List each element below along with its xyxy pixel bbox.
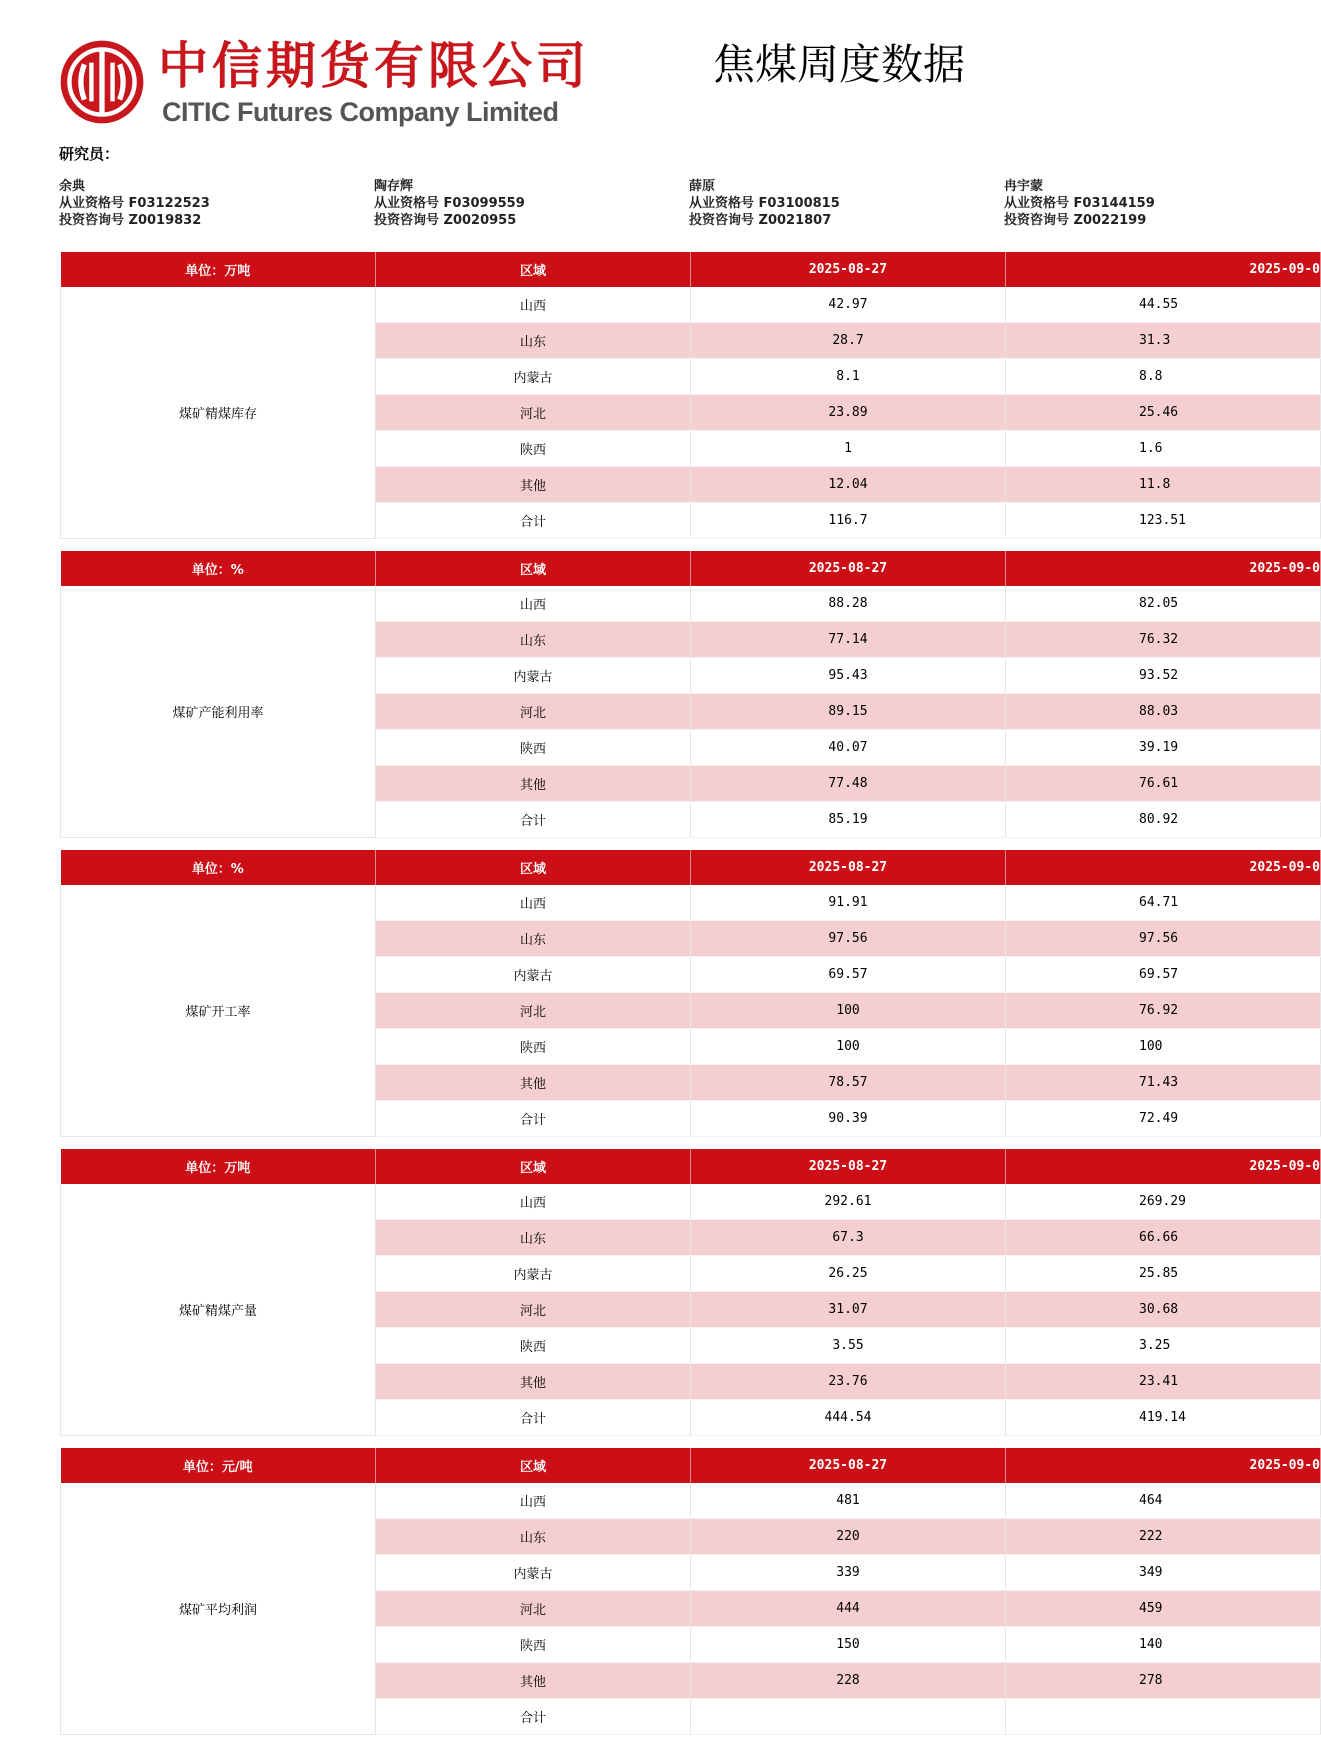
date-header: 2025-09-0 — [1006, 252, 1321, 287]
value-cell: 100 — [691, 1029, 1006, 1065]
value-cell: 31.07 — [691, 1292, 1006, 1328]
date-header: 2025-08-27 — [691, 1448, 1006, 1483]
value-cell: 1 — [691, 431, 1006, 467]
unit-header: 单位：元/吨 — [61, 1448, 376, 1483]
table-header-row — [61, 252, 1321, 287]
value-cell: 42.97 — [691, 287, 1006, 323]
value-cell: 71.43 — [1006, 1065, 1321, 1101]
category-cell: 煤矿精煤产量 — [61, 1184, 376, 1436]
value-cell: 40.07 — [691, 730, 1006, 766]
value-cell: 150 — [691, 1627, 1006, 1663]
value-cell: 76.32 — [1006, 622, 1321, 658]
researcher-name: 薛原 — [689, 179, 716, 194]
value-cell: 88.28 — [691, 586, 1006, 622]
value-cell: 23.89 — [691, 395, 1006, 431]
region-cell: 山西 — [376, 287, 691, 323]
researcher-1 — [59, 178, 210, 229]
value-cell: 292.61 — [691, 1184, 1006, 1220]
region-cell: 山东 — [376, 323, 691, 359]
value-cell: 8.1 — [691, 359, 1006, 395]
region-cell: 内蒙古 — [376, 658, 691, 694]
value-cell: 11.8 — [1006, 467, 1321, 503]
researcher-list — [59, 178, 1188, 238]
table-row — [61, 1483, 1321, 1519]
value-cell: 220 — [691, 1519, 1006, 1555]
company-name-cn: 中信期货有限公司 — [158, 36, 590, 95]
region-cell: 河北 — [376, 395, 691, 431]
region-cell: 山西 — [376, 1184, 691, 1220]
table-row — [61, 885, 1321, 921]
researcher-investment-id: 投资咨询号 Z0019832 — [59, 213, 202, 228]
region-cell: 河北 — [376, 1591, 691, 1627]
data-table — [60, 850, 1321, 1137]
region-cell: 河北 — [376, 694, 691, 730]
value-cell: 44.55 — [1006, 287, 1321, 323]
researcher-name: 冉宇蒙 — [1004, 179, 1044, 194]
region-cell: 山东 — [376, 622, 691, 658]
value-cell: 100 — [691, 993, 1006, 1029]
researcher-3 — [689, 178, 840, 229]
region-cell: 陕西 — [376, 730, 691, 766]
region-cell: 陕西 — [376, 1029, 691, 1065]
table-row — [61, 1184, 1321, 1220]
region-header: 区域 — [376, 551, 691, 586]
value-cell: 339 — [691, 1555, 1006, 1591]
value-cell: 90.39 — [691, 1101, 1006, 1137]
researcher-2 — [374, 178, 525, 229]
region-cell: 河北 — [376, 993, 691, 1029]
unit-header: 单位：万吨 — [61, 252, 376, 287]
value-cell — [1006, 1699, 1321, 1735]
value-cell: 82.05 — [1006, 586, 1321, 622]
region-cell: 合计 — [376, 802, 691, 838]
region-cell: 山西 — [376, 885, 691, 921]
value-cell: 28.7 — [691, 323, 1006, 359]
value-cell: 69.57 — [691, 957, 1006, 993]
region-cell: 其他 — [376, 1663, 691, 1699]
researcher-investment-id: 投资咨询号 Z0022199 — [1004, 213, 1147, 228]
region-header: 区域 — [376, 850, 691, 885]
value-cell: 30.68 — [1006, 1292, 1321, 1328]
region-header: 区域 — [376, 252, 691, 287]
value-cell: 31.3 — [1006, 323, 1321, 359]
region-cell: 合计 — [376, 1400, 691, 1436]
citic-logo-icon — [58, 38, 146, 126]
unit-header: 单位：% — [61, 850, 376, 885]
region-header: 区域 — [376, 1149, 691, 1184]
region-cell: 内蒙古 — [376, 1256, 691, 1292]
value-cell: 140 — [1006, 1627, 1321, 1663]
value-cell: 39.19 — [1006, 730, 1321, 766]
unit-header: 单位：万吨 — [61, 1149, 376, 1184]
region-cell: 河北 — [376, 1292, 691, 1328]
value-cell: 228 — [691, 1663, 1006, 1699]
category-cell: 煤矿平均利润 — [61, 1483, 376, 1735]
date-header: 2025-08-27 — [691, 252, 1006, 287]
researcher-qualification: 从业资格号 F03099559 — [374, 196, 525, 211]
value-cell: 97.56 — [691, 921, 1006, 957]
category-cell: 煤矿产能利用率 — [61, 586, 376, 838]
researcher-name: 余典 — [59, 179, 86, 194]
value-cell: 76.61 — [1006, 766, 1321, 802]
table-row — [61, 586, 1321, 622]
researcher-qualification: 从业资格号 F03144159 — [1004, 196, 1155, 211]
value-cell: 123.51 — [1006, 503, 1321, 539]
value-cell: 25.46 — [1006, 395, 1321, 431]
value-cell: 67.3 — [691, 1220, 1006, 1256]
region-cell: 内蒙古 — [376, 957, 691, 993]
value-cell: 72.49 — [1006, 1101, 1321, 1137]
value-cell: 419.14 — [1006, 1400, 1321, 1436]
category-cell: 煤矿开工率 — [61, 885, 376, 1137]
value-cell: 23.41 — [1006, 1364, 1321, 1400]
value-cell: 88.03 — [1006, 694, 1321, 730]
data-table — [60, 1448, 1321, 1735]
value-cell: 100 — [1006, 1029, 1321, 1065]
value-cell: 116.7 — [691, 503, 1006, 539]
value-cell: 278 — [1006, 1663, 1321, 1699]
researchers-label: 研究员： — [59, 145, 120, 163]
value-cell: 64.71 — [1006, 885, 1321, 921]
value-cell: 25.85 — [1006, 1256, 1321, 1292]
region-cell: 合计 — [376, 1101, 691, 1137]
researcher-qualification: 从业资格号 F03122523 — [59, 196, 210, 211]
date-header: 2025-09-0 — [1006, 1448, 1321, 1483]
unit-header: 单位：% — [61, 551, 376, 586]
region-cell: 山东 — [376, 921, 691, 957]
value-cell: 85.19 — [691, 802, 1006, 838]
researcher-investment-id: 投资咨询号 Z0021807 — [689, 213, 832, 228]
value-cell: 12.04 — [691, 467, 1006, 503]
value-cell: 66.66 — [1006, 1220, 1321, 1256]
table-header-row — [61, 551, 1321, 586]
region-cell: 其他 — [376, 766, 691, 802]
page-header — [58, 34, 1188, 134]
value-cell: 89.15 — [691, 694, 1006, 730]
date-header: 2025-09-0 — [1006, 551, 1321, 586]
value-cell: 97.56 — [1006, 921, 1321, 957]
value-cell: 1.6 — [1006, 431, 1321, 467]
company-name-en: CITIC Futures Company Limited — [162, 97, 559, 127]
value-cell: 78.57 — [691, 1065, 1006, 1101]
date-header: 2025-08-27 — [691, 551, 1006, 586]
value-cell: 95.43 — [691, 658, 1006, 694]
researcher-4 — [1004, 178, 1155, 229]
region-cell: 山西 — [376, 1483, 691, 1519]
data-tables — [60, 252, 1320, 1747]
date-header: 2025-09-0 — [1006, 1149, 1321, 1184]
table-row — [61, 287, 1321, 323]
date-header: 2025-08-27 — [691, 850, 1006, 885]
data-table — [60, 551, 1321, 838]
researcher-investment-id: 投资咨询号 Z0020955 — [374, 213, 517, 228]
region-cell: 合计 — [376, 1699, 691, 1735]
page-title: 焦煤周度数据 — [713, 40, 966, 89]
category-cell: 煤矿精煤库存 — [61, 287, 376, 539]
data-table — [60, 1149, 1321, 1436]
value-cell: 77.48 — [691, 766, 1006, 802]
data-table — [60, 252, 1321, 539]
value-cell: 93.52 — [1006, 658, 1321, 694]
region-cell: 山东 — [376, 1220, 691, 1256]
region-cell: 合计 — [376, 503, 691, 539]
date-header: 2025-08-27 — [691, 1149, 1006, 1184]
value-cell: 3.55 — [691, 1328, 1006, 1364]
region-cell: 山东 — [376, 1519, 691, 1555]
region-cell: 山西 — [376, 586, 691, 622]
value-cell: 80.92 — [1006, 802, 1321, 838]
region-cell: 陕西 — [376, 1328, 691, 1364]
value-cell — [691, 1699, 1006, 1735]
region-cell: 其他 — [376, 467, 691, 503]
region-cell: 其他 — [376, 1364, 691, 1400]
table-header-row — [61, 1149, 1321, 1184]
region-cell: 陕西 — [376, 431, 691, 467]
researcher-qualification: 从业资格号 F03100815 — [689, 196, 840, 211]
table-header-row — [61, 850, 1321, 885]
value-cell: 77.14 — [691, 622, 1006, 658]
researcher-name: 陶存辉 — [374, 179, 414, 194]
value-cell: 444.54 — [691, 1400, 1006, 1436]
value-cell: 481 — [691, 1483, 1006, 1519]
date-header: 2025-09-0 — [1006, 850, 1321, 885]
value-cell: 3.25 — [1006, 1328, 1321, 1364]
value-cell: 459 — [1006, 1591, 1321, 1627]
region-cell: 内蒙古 — [376, 359, 691, 395]
value-cell: 349 — [1006, 1555, 1321, 1591]
value-cell: 269.29 — [1006, 1184, 1321, 1220]
value-cell: 8.8 — [1006, 359, 1321, 395]
value-cell: 464 — [1006, 1483, 1321, 1519]
value-cell: 26.25 — [691, 1256, 1006, 1292]
value-cell: 91.91 — [691, 885, 1006, 921]
region-cell: 陕西 — [376, 1627, 691, 1663]
value-cell: 23.76 — [691, 1364, 1006, 1400]
value-cell: 76.92 — [1006, 993, 1321, 1029]
region-header: 区域 — [376, 1448, 691, 1483]
region-cell: 内蒙古 — [376, 1555, 691, 1591]
value-cell: 222 — [1006, 1519, 1321, 1555]
region-cell: 其他 — [376, 1065, 691, 1101]
table-header-row — [61, 1448, 1321, 1483]
value-cell: 444 — [691, 1591, 1006, 1627]
value-cell: 69.57 — [1006, 957, 1321, 993]
